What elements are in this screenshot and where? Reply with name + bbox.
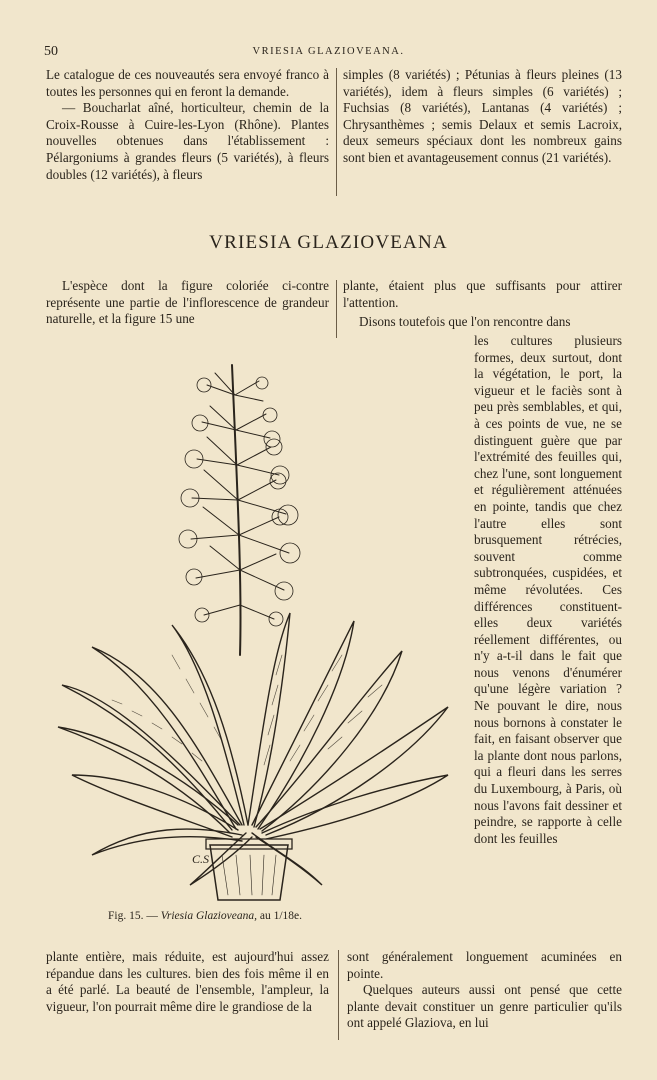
paragraph: sont généralement longuement acuminées en pointe. [347, 949, 622, 981]
caption-species-name: Vriesia Glazioveana, [160, 910, 257, 922]
paragraph: plante, étaient plus que suffisants pour attirer l'attention. [343, 278, 622, 310]
caption-suffix: au 1/18e. [256, 910, 302, 922]
caption-prefix: Fig. 15. — [108, 910, 161, 922]
article-left-column [46, 278, 329, 328]
paragraph: L'espèce dont la figure coloriée ci-contre représente une partie de l'inflorescence de grandeur naturelle, et la figure 15 une [46, 278, 329, 327]
column-rule [336, 280, 337, 338]
article-wrap-column [474, 333, 622, 847]
wrap-first-line [343, 314, 622, 331]
bottom-right-column [347, 949, 622, 1032]
paragraph: simples (8 variétés) ; Pétunias à fleurs pleines (13 variétés), idem à fleurs simples (6 variétés) ; Fuchsias (8 variétés), Lantanas (4 variétés) ; Chrysanthèmes ; semis Delaux et semis Lacroix, deux semeurs spéciaux dont les nombreux gains sont bien et avantageusement connus (21 variétés). [343, 67, 622, 165]
figure-signature: C.S [192, 852, 210, 866]
column-rule [336, 68, 337, 196]
article-right-top [343, 278, 622, 311]
paragraph: plante entière, mais réduite, est aujourd'hui assez répandue dans les cultures. bien des fois même il en a été parlé. La beauté de l'ensemble, l'ampleur, la vigueur, l'on pourrait même dire le grandiose de la [46, 949, 329, 1014]
paragraph: — Boucharlat aîné, horticulteur, chemin de la Croix-Rousse à Cuire-les-Lyon (Rhône). Plantes nouvelles obtenues dans l'établissement : Pélargoniums à grandes fleurs (5 variétés), à fleurs doubles (12 variétés), à fleurs [46, 100, 329, 182]
paragraph: les cultures plusieurs formes, deux surtout, dont la végétation, le port, la vigueur et le faciès sont à peu près semblables, et qui, à ces points de vue, ne se distinguent guère que par l'extrémité des feuilles qui, chez l'une, sont longuement et régulièrement atténuées en pointe, tandis que chez l'autre elles sont brusquement rétrécies, souvent comme subtronquées, cuspidées, et même révolutées. Ces différences constituent-elles deux variétés réellement différentes, ou n'y a-t-il dans le fait que nous venons d'énumérer qu'une légère variation ? Ne pouvant le dire, nous nous bornons à constater le fait, en faisant observer que la plante dont nous parlons, qui a fleuri dans les serres du Luxembourg, à Paris, où nous l'avons fait dessiner et peindre, se rapporte à celle dont les feuilles [474, 333, 622, 846]
top-left-column [46, 67, 329, 183]
paragraph: Quelques auteurs aussi ont pensé que cette plante devait constituer un genre particulier qu'ils ont appelé Glaziova, en lui [347, 982, 622, 1031]
plant-engraving-figure [52, 355, 464, 905]
paragraph-line: Disons toutefois que l'on rencontre dans [359, 314, 571, 329]
running-head: VRIESIA GLAZIOVEANA. [252, 46, 405, 57]
top-right-column [343, 67, 622, 167]
page-number: 50 [44, 44, 58, 59]
article-title: VRIESIA GLAZIOVEANA [209, 232, 448, 253]
bottom-left-column [46, 949, 329, 1015]
column-rule [338, 950, 339, 1040]
paragraph: Le catalogue de ces nouveautés sera envoyé franco à toutes les personnes qui en feront la demande. [46, 67, 329, 99]
figure-caption [108, 910, 302, 922]
